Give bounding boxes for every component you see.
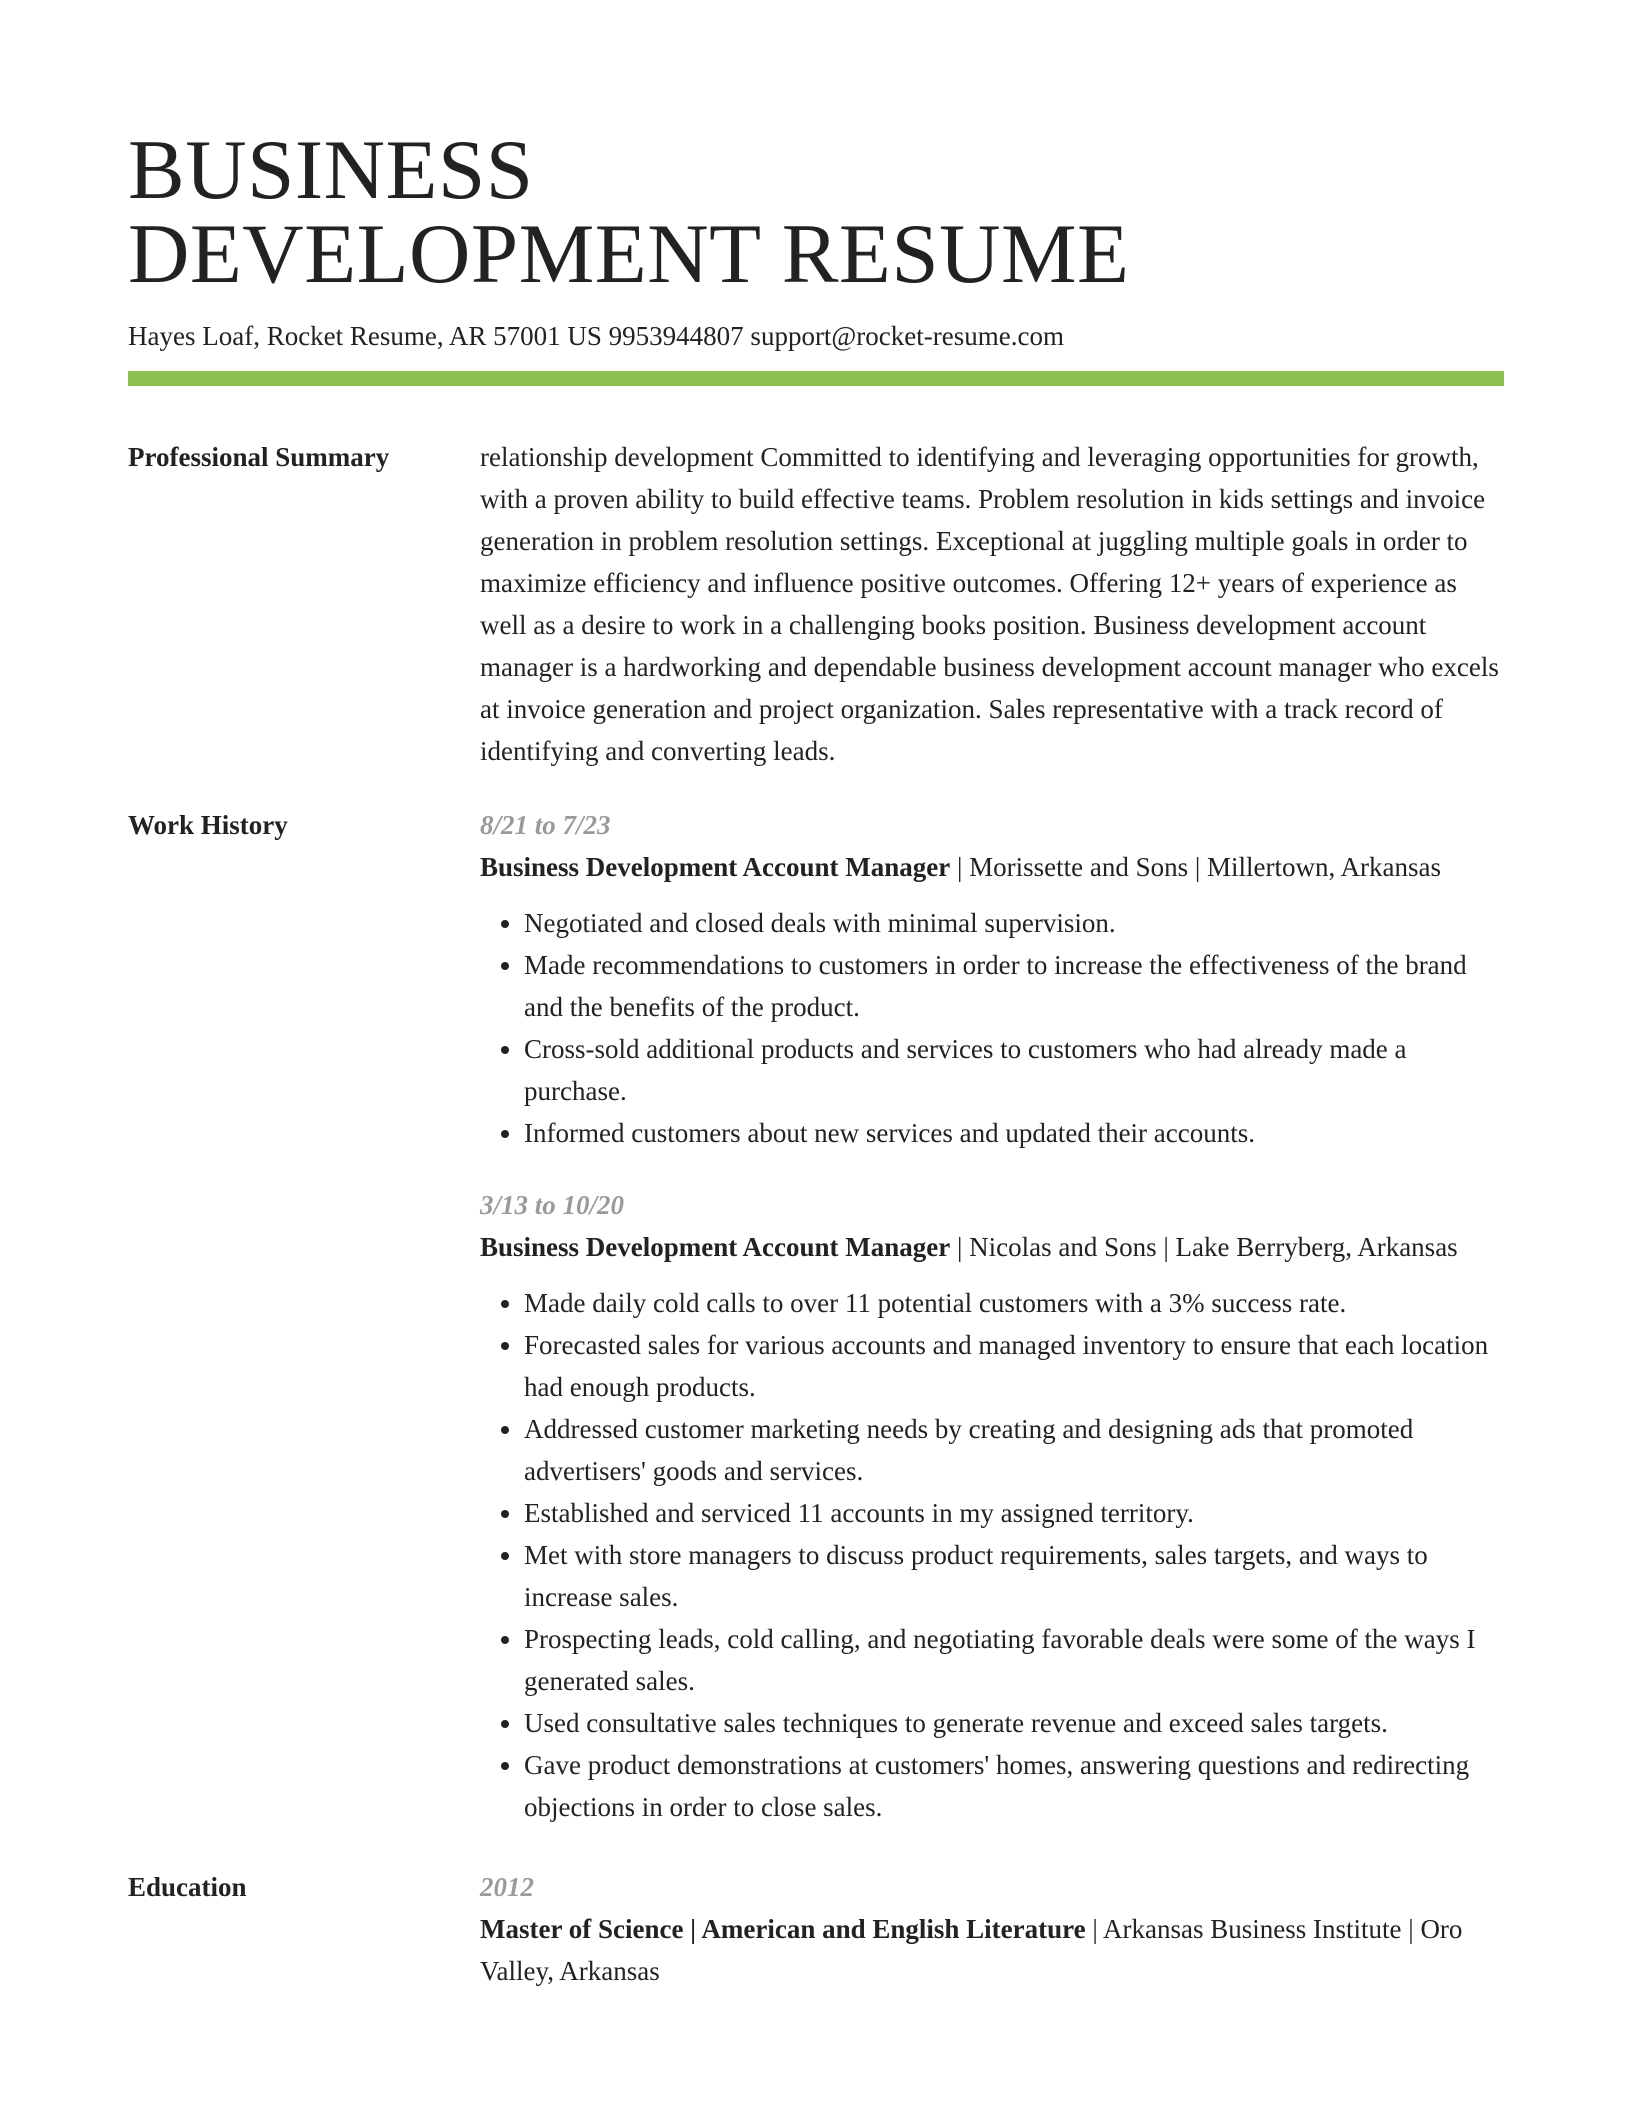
title-line-2: DEVELOPMENT RESUME (128, 207, 1130, 301)
section-label-summary: Professional Summary (128, 442, 390, 472)
list-item: • Addressed customer marketing needs by creating and designing ads that promoted advertisers' goods and services. (524, 1408, 1504, 1492)
job-date: 8/21 to 7/23 (480, 810, 611, 840)
work-history-section (128, 804, 1504, 1828)
job-title: Business Development Account Manager (480, 1232, 951, 1262)
job-heading (480, 846, 1504, 888)
job-entry (480, 1184, 1504, 1828)
list-item: • Negotiated and closed deals with minimal supervision. (524, 902, 1504, 944)
education-date: 2012 (480, 1872, 534, 1902)
list-item: • Met with store managers to discuss product requirements, sales targets, and ways to increase sales. (524, 1534, 1504, 1618)
list-item: • Established and serviced 11 accounts in my assigned territory. (524, 1492, 1504, 1534)
list-item: • Cross-sold additional products and services to customers who had already made a purchase. (524, 1028, 1504, 1112)
list-item: • Made daily cold calls to over 11 potential customers with a 3% success rate. (524, 1282, 1504, 1324)
job-heading (480, 1226, 1504, 1268)
summary-text: relationship development Committed to identifying and leveraging opportunities for growth, with a proven ability to build effective teams. Problem resolution in kids settings and invoice generation in problem resolution settings. Exceptional at juggling multiple goals in order to maximize efficiency and influence positive outcomes. Offering 12+ years of experience as well as a desire to work in a challenging books position. Business development account manager is a hardworking and dependable business development account manager who excels at invoice generation and project organization. Sales representative with a track record of identifying and converting leads. (480, 442, 1499, 766)
job-bullets (480, 902, 1504, 1154)
title-line-1: BUSINESS (128, 123, 534, 217)
education-body (480, 1866, 1504, 1992)
accent-divider (128, 371, 1504, 386)
list-item: • Forecasted sales for various accounts and managed inventory to ensure that each location had enough products. (524, 1324, 1504, 1408)
list-item: • Prospecting leads, cold calling, and negotiating favorable deals were some of the ways I generated sales. (524, 1618, 1504, 1702)
contact-line: Hayes Loaf, Rocket Resume, AR 57001 US 9953944807 support@rocket-resume.com (128, 321, 1064, 351)
summary-body (480, 436, 1504, 772)
work-body (480, 804, 1504, 1828)
degree-title: Master of Science | American and English Literature (480, 1914, 1086, 1944)
list-item: • Informed customers about new services and updated their accounts. (524, 1112, 1504, 1154)
section-label-education: Education (128, 1872, 247, 1902)
education-details: | Arkansas Business Institute | Oro Valley, Arkansas (480, 1914, 1463, 1986)
page-title (128, 0, 1504, 301)
list-item: • Gave product demonstrations at customers' homes, answering questions and redirecting objections in order to close sales. (524, 1744, 1504, 1828)
job-bullets (480, 1282, 1504, 1828)
section-label-work: Work History (128, 810, 288, 840)
job-title: Business Development Account Manager (480, 852, 951, 882)
education-section (128, 1866, 1504, 1992)
job-details: | Nicolas and Sons | Lake Berryberg, Arkansas (950, 1232, 1458, 1262)
job-details: | Morissette and Sons | Millertown, Arkansas (950, 852, 1442, 882)
list-item: • Used consultative sales techniques to generate revenue and exceed sales targets. (524, 1702, 1504, 1744)
resume-page (128, 0, 1504, 1992)
professional-summary-section (128, 436, 1504, 772)
education-heading (480, 1908, 1504, 1992)
job-date: 3/13 to 10/20 (480, 1190, 625, 1220)
job-entry (480, 804, 1504, 1154)
list-item: • Made recommendations to customers in order to increase the effectiveness of the brand and the benefits of the product. (524, 944, 1504, 1028)
